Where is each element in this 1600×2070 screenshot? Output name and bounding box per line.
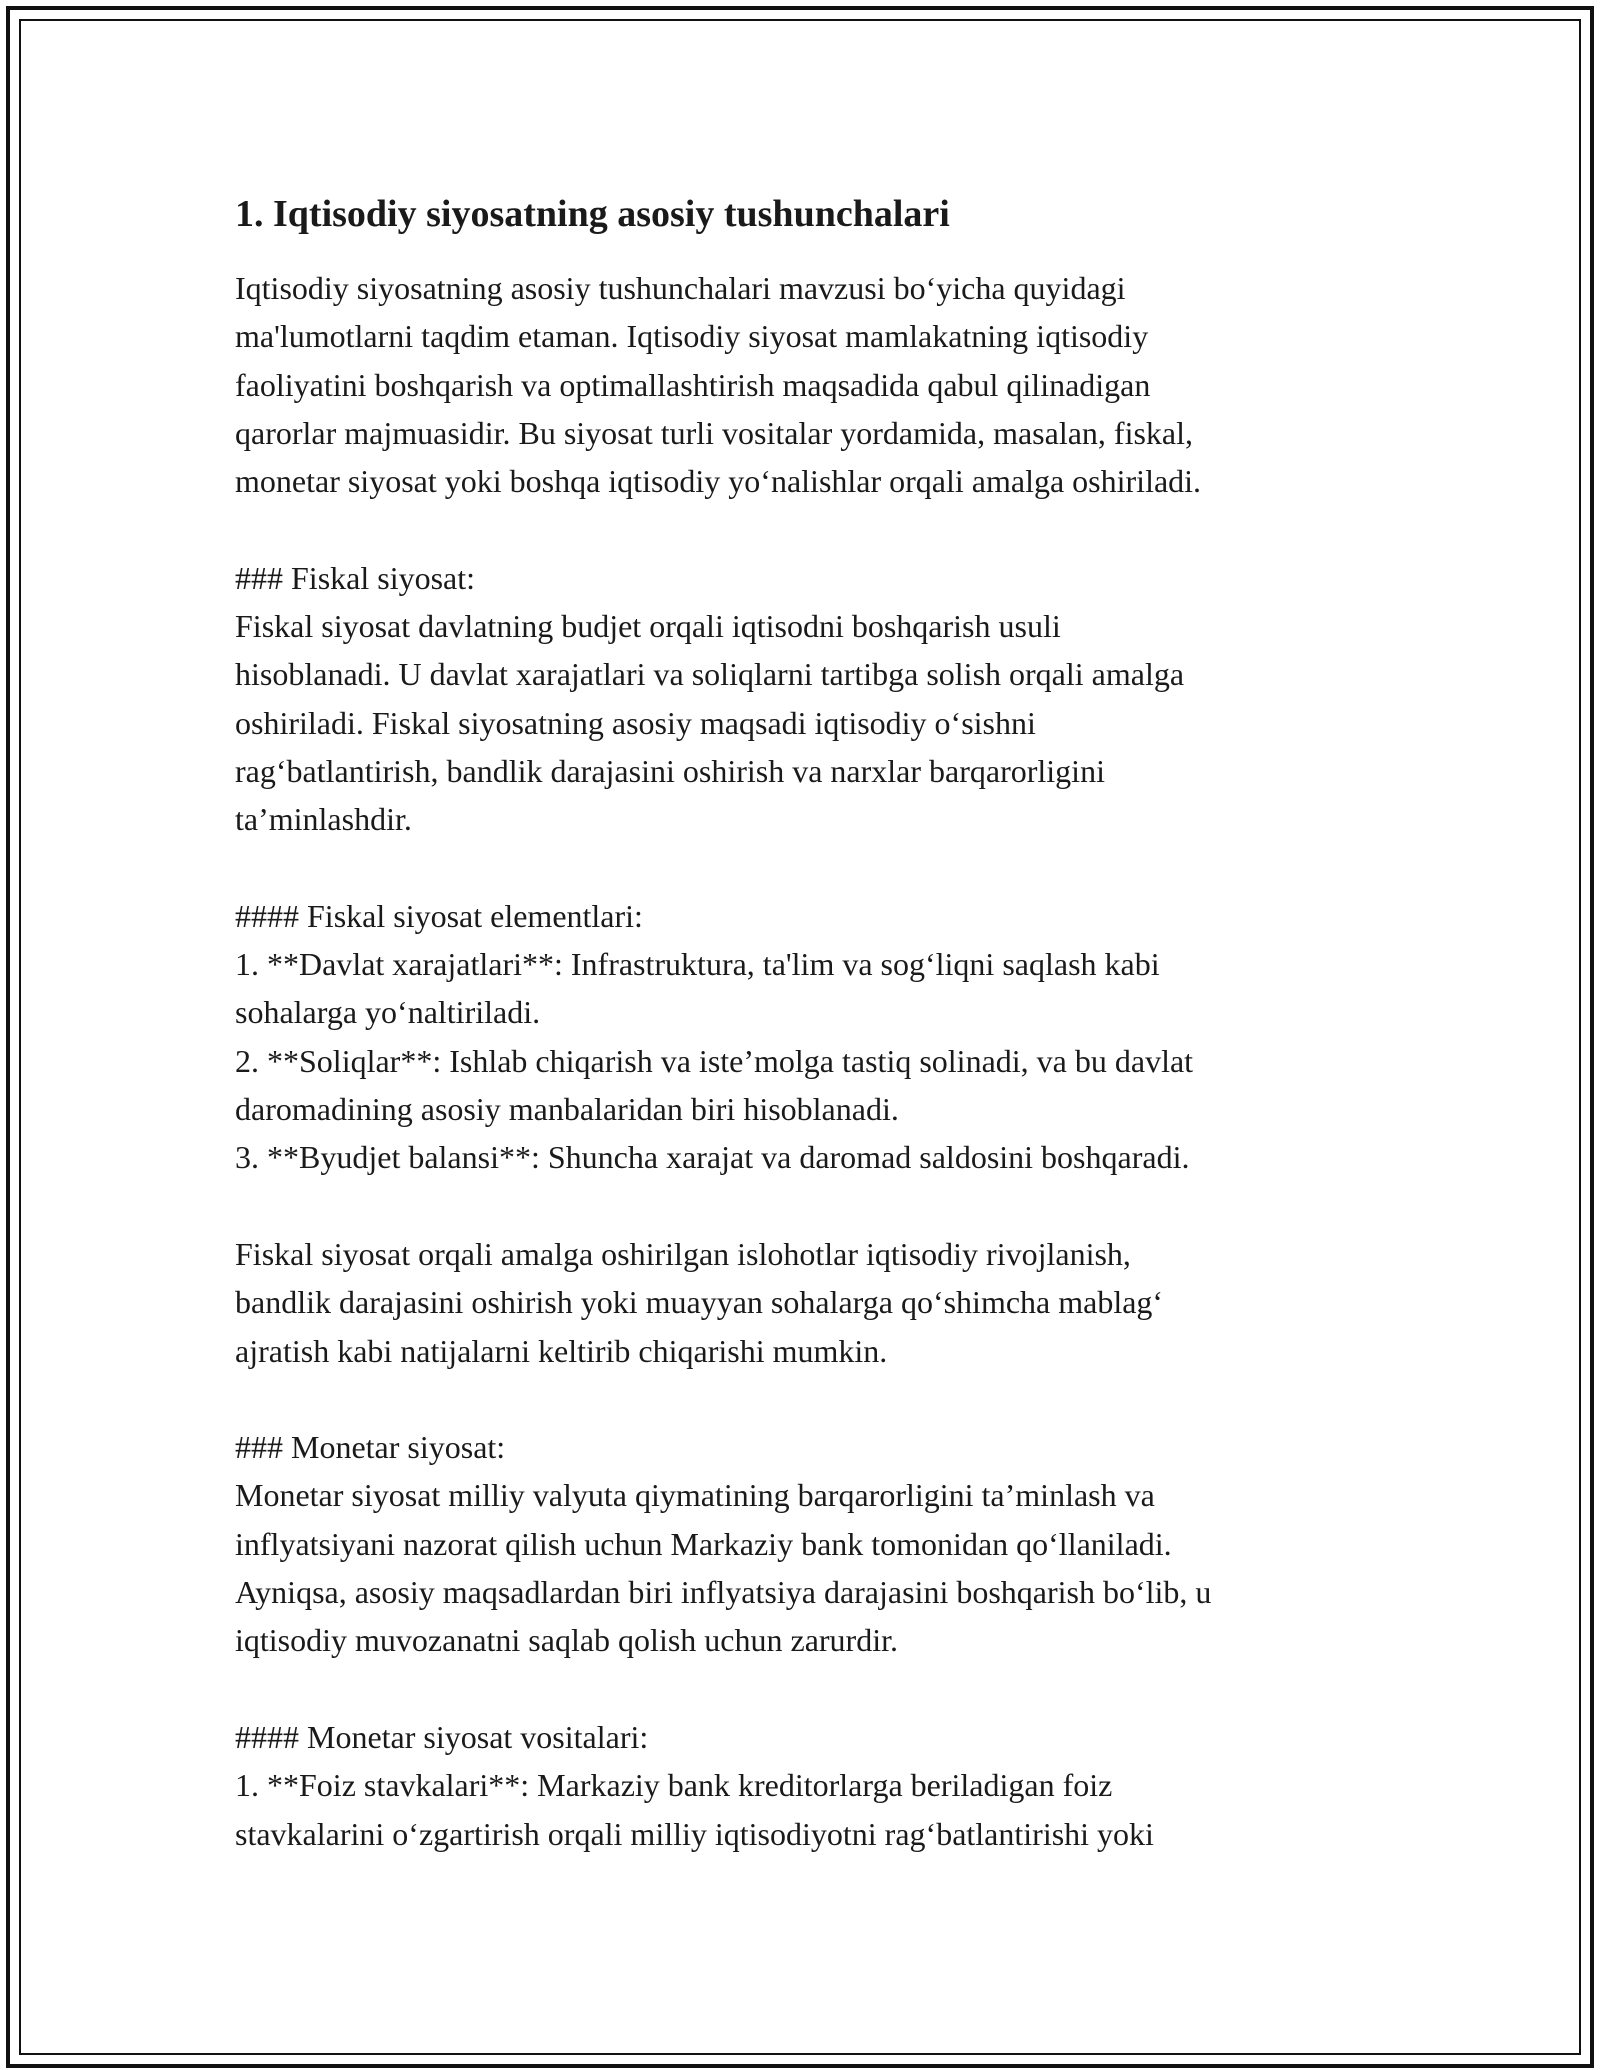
page-title: 1. Iqtisodiy siyosatning asosiy tushunchalari	[235, 193, 950, 235]
text-line: hisoblanadi. U davlat xarajatlari va soliqlarni tartibga solish orqali amalga	[235, 656, 1185, 693]
document-body	[235, 188, 1375, 1858]
blank-line	[235, 1375, 1375, 1423]
list-item-continuation: sohalarga yo‘naltiriladi.	[235, 994, 541, 1031]
text-line: Fiskal siyosat orqali amalga oshirilgan islohotlar iqtisodiy rivojlanish,	[235, 1235, 1131, 1272]
blank-line	[235, 1182, 1375, 1230]
list-item: 2. **Soliqlar**: Ishlab chiqarish va iste’molga tastiq solinadi, va bu davlat	[235, 1042, 1194, 1079]
list-item-continuation: daromadining asosiy manbalaridan biri hisoblanadi.	[235, 1091, 899, 1128]
text-line: inflyatsiyani nazorat qilish uchun Markaziy bank tomonidan qo‘llaniladi.	[235, 1525, 1172, 1562]
text-line: ma'lumotlarni taqdim etaman. Iqtisodiy siyosat mamlakatning iqtisodiy	[235, 318, 1149, 355]
fiscal-summary-paragraph	[235, 1230, 1375, 1375]
text-line: Iqtisodiy siyosatning asosiy tushunchalari mavzusi bo‘yicha quyidagi	[235, 270, 1126, 306]
section-heading: ### Fiskal siyosat:	[235, 559, 476, 596]
subsection-heading: #### Fiskal siyosat elementlari:	[235, 897, 643, 934]
text-line: oshiriladi. Fiskal siyosatning asosiy maqsadi iqtisodiy o‘sishni	[235, 704, 1036, 741]
fiscal-elements-section	[235, 892, 1375, 1182]
text-line: iqtisodiy muvozanatni saqlab qolish uchun zarurdir.	[235, 1622, 898, 1659]
list-item: 1. **Foiz stavkalari**: Markaziy bank kreditorlarga beriladigan foiz	[235, 1767, 1113, 1804]
text-line: qarorlar majmuasidir. Bu siyosat turli vositalar yordamida, masalan, fiskal,	[235, 414, 1193, 451]
text-line: bandlik darajasini oshirish yoki muayyan sohalarga qo‘shimcha mablag‘	[235, 1284, 1164, 1321]
monetary-section	[235, 1423, 1375, 1664]
text-line: monetar siyosat yoki boshqa iqtisodiy yo‘nalishlar orqali amalga oshiriladi.	[235, 463, 1202, 500]
blank-line	[235, 505, 1375, 553]
text-line: ta’minlashdir.	[235, 801, 412, 838]
fiscal-section	[235, 554, 1375, 844]
text-line: Ayniqsa, asosiy maqsadlardan biri inflyatsiya darajasini boshqarish bo‘lib, u	[235, 1574, 1212, 1611]
list-item: 1. **Davlat xarajatlari**: Infrastruktura, ta'lim va sog‘liqni saqlash kabi	[235, 946, 1160, 983]
blank-line	[235, 844, 1375, 892]
text-line: Monetar siyosat milliy valyuta qiymatining barqarorligini ta’minlash va	[235, 1477, 1155, 1514]
monetary-tools-section	[235, 1713, 1375, 1858]
blank-line	[235, 1665, 1375, 1713]
intro-paragraph	[235, 264, 1375, 505]
text-line: faoliyatini boshqarish va optimallashtirish maqsadida qabul qilinadigan	[235, 366, 1151, 403]
section-heading: ### Monetar siyosat:	[235, 1429, 506, 1466]
list-item-continuation: stavkalarini o‘zgartirish orqali milliy iqtisodiyotni rag‘batlantirishi yoki	[235, 1815, 1154, 1852]
subsection-heading: #### Monetar siyosat vositalari:	[235, 1718, 649, 1755]
text-line: Fiskal siyosat davlatning budjet orqali iqtisodni boshqarish usuli	[235, 608, 1061, 645]
text-line: rag‘batlantirish, bandlik darajasini oshirish va narxlar barqarorligini	[235, 752, 1105, 789]
text-line: ajratish kabi natijalarni keltirib chiqarishi mumkin.	[235, 1332, 888, 1369]
list-item: 3. **Byudjet balansi**: Shuncha xarajat va daromad saldosini boshqaradi.	[235, 1139, 1190, 1176]
